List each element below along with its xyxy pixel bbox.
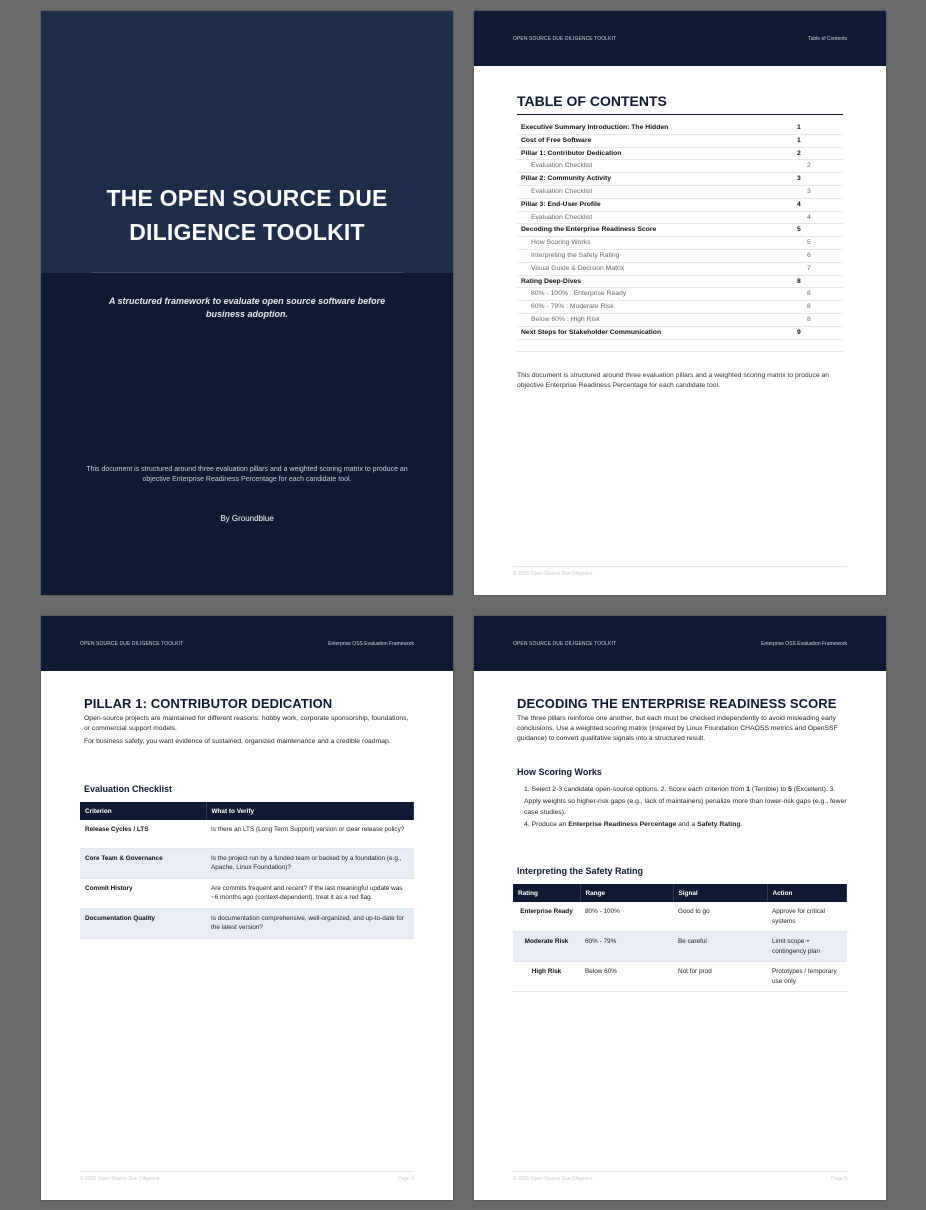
- toc-entry: [517, 250, 843, 263]
- toc-entry-page: 3: [797, 175, 801, 183]
- toc-entry: [517, 212, 843, 225]
- toc-entry: [517, 224, 843, 237]
- footer-page-number: Page 5: [831, 1176, 847, 1182]
- scoring-step-4: 4. Produce an Enterprise Readiness Percentage and a Safety Rating.: [524, 820, 743, 828]
- intro-paragraph: Open-source projects are maintained for different reasons: hobby work, corporate sponsorship, foundations, or commercial support models.: [84, 715, 409, 732]
- toc-entry-page: 3: [807, 187, 811, 195]
- table-row: [80, 878, 414, 908]
- column-header-criterion: Criterion: [80, 802, 206, 820]
- cover-page: [41, 11, 453, 595]
- table-row: [80, 848, 414, 878]
- column-header-rating: Rating: [513, 884, 580, 902]
- table-row: [80, 820, 414, 848]
- toc-entry-title: 80% - 100% : Enterprise Ready: [531, 290, 627, 298]
- toc-entry-title: Executive Summary Introduction: The Hidden: [521, 124, 669, 131]
- toc-entry: [517, 148, 843, 161]
- verify-cell: Are commits frequent and recent? If the last meaningful update was ~6 months ago (context-dependent), treat it as a red flag.: [206, 878, 414, 908]
- safety-rating-table: [513, 884, 847, 992]
- page-title: DECODING THE ENTERPRISE READINESS SCORE: [517, 696, 837, 711]
- toc-entry-title: Rating Deep-Dives: [521, 277, 582, 285]
- range-cell: 60% - 79%: [580, 932, 673, 962]
- action-cell: Approve for critical systems: [767, 902, 847, 932]
- criterion-cell: Documentation Quality: [80, 908, 206, 938]
- toc-entry-page: 2: [807, 162, 811, 170]
- toc-entry: [517, 173, 843, 186]
- toc-title: TABLE OF CONTENTS: [517, 93, 667, 109]
- header-doc-title: OPEN SOURCE DUE DILIGENCE TOOLKIT: [80, 641, 184, 647]
- header-doc-title: OPEN SOURCE DUE DILIGENCE TOOLKIT: [513, 641, 617, 647]
- checklist-table: [80, 802, 414, 939]
- toc-entry-page: 1: [797, 124, 801, 131]
- column-header-action: Action: [767, 884, 847, 902]
- toc-description: This document is structured around three evaluation pillars and a weighted scoring matrix to produce an objective Enterprise Readiness Percentage for each candidate tool.: [517, 372, 830, 389]
- safety-rating-heading: Interpreting the Safety Rating: [517, 866, 644, 876]
- criterion-cell: Core Team & Governance: [80, 848, 206, 878]
- footer-divider: [513, 566, 847, 567]
- header-section-title: Enterprise OSS Evaluation Framework: [328, 641, 414, 647]
- toc-entry-page: 1: [797, 136, 801, 144]
- verify-cell: Is the project run by a funded team or backed by a foundation (e.g., Apache, Linux Foundation)?: [206, 848, 414, 878]
- toc-divider: [517, 114, 843, 115]
- header-section-title: Table of Contents: [808, 36, 847, 42]
- toc-entry: [517, 288, 843, 301]
- scoring-steps: [524, 784, 848, 830]
- pillar-page: [41, 616, 453, 1200]
- toc-entry: [517, 160, 843, 173]
- intro-paragraph: The three pillars reinforce one another, but each must be checked independently to avoid misleading early conclusions. Use a weighted scoring matrix (inspired by Linux Foundation CHAOSS metrics and OpenSSF guidance) to convert qualitative signals into a structured result.: [517, 715, 838, 742]
- toc-page: [474, 11, 886, 595]
- cover-title: THE OPEN SOURCE DUE DILIGENCE TOOLKIT: [106, 185, 388, 245]
- rating-cell: Moderate Risk: [513, 932, 580, 962]
- toc-entry-title: How Scoring Works: [531, 239, 591, 247]
- column-header-range: Range: [580, 884, 673, 902]
- toc-list: [517, 122, 843, 352]
- cover-byline: By Groundblue: [220, 514, 274, 523]
- page-header: [474, 11, 886, 66]
- cover-description: This document is structured around three evaluation pillars and a weighted scoring matrix to produce an objective Enterprise Readiness Percentage for each candidate tool.: [86, 466, 408, 483]
- toc-entry-page: 8: [807, 315, 811, 323]
- criterion-cell: Commit History: [80, 878, 206, 908]
- range-cell: 80% - 100%: [580, 902, 673, 932]
- range-cell: Below 60%: [580, 962, 673, 992]
- toc-entry: [517, 327, 843, 340]
- toc-entry-page: 4: [807, 213, 811, 221]
- toc-entry: [517, 122, 843, 135]
- toc-entry-title: Pillar 3: End-User Profile: [521, 200, 601, 208]
- toc-entry: [517, 314, 843, 327]
- action-cell: Limit scope + contingency plan: [767, 932, 847, 962]
- verify-cell: Is there an LTS (Long Term Support) version or clear release policy?: [206, 820, 414, 848]
- toc-entry-page: 6: [807, 251, 811, 259]
- toc-entry-title: Below 60% : High Risk: [531, 315, 600, 323]
- column-header-signal: Signal: [673, 884, 767, 902]
- criterion-cell: Release Cycles / LTS: [80, 820, 206, 848]
- toc-entry-title: Pillar 1: Contributor Dedication: [521, 149, 622, 157]
- toc-entry: [517, 199, 843, 212]
- rating-cell: Enterprise Ready: [513, 902, 580, 932]
- header-section-title: Enterprise OSS Evaluation Framework: [761, 641, 847, 647]
- toc-entry: [517, 301, 843, 314]
- footer-copyright: © 2026 Open Source Due Diligence: [513, 1176, 593, 1182]
- toc-entry: [517, 237, 843, 250]
- cover-subtitle: A structured framework to evaluate open source software before business adoption.: [108, 296, 386, 319]
- table-header-row: [513, 884, 847, 902]
- table-row: [513, 902, 847, 932]
- footer-divider: [513, 1171, 847, 1172]
- toc-entry-title: Decoding the Enterprise Readiness Score: [521, 226, 657, 234]
- toc-spacer-row: [517, 340, 843, 353]
- scoring-step-1-3: 1. Select 2-3 candidate open-source options. 2. Score each criterion from 1 (Terrible) to 5 (Excellent). 3. Apply weights so higher-risk gaps (e.g., lack of maintainers) penalize more than lower-risk gaps (e.g., fewer case studies).: [524, 786, 847, 816]
- table-row: [513, 962, 847, 992]
- footer-page-number: Page 3: [398, 1176, 414, 1182]
- toc-entry: [517, 276, 843, 289]
- score-page: [474, 616, 886, 1200]
- header-doc-title: OPEN SOURCE DUE DILIGENCE TOOLKIT: [513, 36, 617, 42]
- toc-entry-page: 2: [797, 149, 801, 157]
- how-scoring-heading: How Scoring Works: [517, 767, 602, 777]
- toc-entry-page: 5: [807, 239, 811, 247]
- toc-entry-title: Visual Guide & Decision Matrix: [531, 264, 625, 272]
- checklist-heading: Evaluation Checklist: [84, 784, 173, 794]
- verify-cell: Is documentation comprehensive, well-organized, and up-to-date for the latest version?: [206, 908, 414, 938]
- toc-entry: [517, 186, 843, 199]
- table-header-row: [80, 802, 414, 820]
- safety-paragraph: For business safety, you want evidence of sustained, organized maintenance and a credible roadmap.: [84, 738, 391, 745]
- toc-entry-title: Interpreting the Safety Rating: [531, 251, 620, 259]
- toc-entry-title: Pillar 2: Community Activity: [521, 175, 612, 183]
- toc-entry-page: 5: [797, 226, 801, 234]
- footer-copyright: © 2026 Open Source Due Diligence: [513, 571, 593, 577]
- toc-entry-title: Evaluation Checklist: [531, 213, 593, 221]
- toc-entry: [517, 263, 843, 276]
- toc-entry-page: 8: [807, 290, 811, 298]
- signal-cell: Be careful: [673, 932, 767, 962]
- table-row: [513, 932, 847, 962]
- toc-entry-title: Evaluation Checklist: [531, 162, 593, 170]
- page-header: [41, 616, 453, 671]
- page-header: [474, 616, 886, 671]
- column-header-verify: What to Verify: [206, 802, 414, 820]
- toc-entry: [517, 135, 843, 148]
- toc-entry-page: 9: [797, 328, 801, 336]
- page-title: PILLAR 1: CONTRIBUTOR DEDICATION: [84, 696, 333, 711]
- signal-cell: Not for prod: [673, 962, 767, 992]
- toc-entry-page: 8: [807, 303, 811, 311]
- toc-entry-title: 60% - 79% : Moderate Risk: [531, 303, 614, 311]
- toc-entry-page: 4: [797, 200, 801, 208]
- toc-entry-page: 8: [797, 277, 801, 285]
- toc-entry-page: 7: [807, 264, 811, 272]
- rating-cell: High Risk: [513, 962, 580, 992]
- signal-cell: Good to go: [673, 902, 767, 932]
- cover-divider: [91, 272, 403, 273]
- toc-entry-title: Next Steps for Stakeholder Communication: [521, 328, 662, 336]
- action-cell: Prototypes / temporary use only: [767, 962, 847, 992]
- toc-entry-title: Evaluation Checklist: [531, 187, 593, 195]
- footer-copyright: © 2026 Open Source Due Diligence: [80, 1176, 160, 1182]
- table-row: [80, 908, 414, 938]
- footer-divider: [80, 1171, 414, 1172]
- toc-entry-title: Cost of Free Software: [521, 136, 592, 144]
